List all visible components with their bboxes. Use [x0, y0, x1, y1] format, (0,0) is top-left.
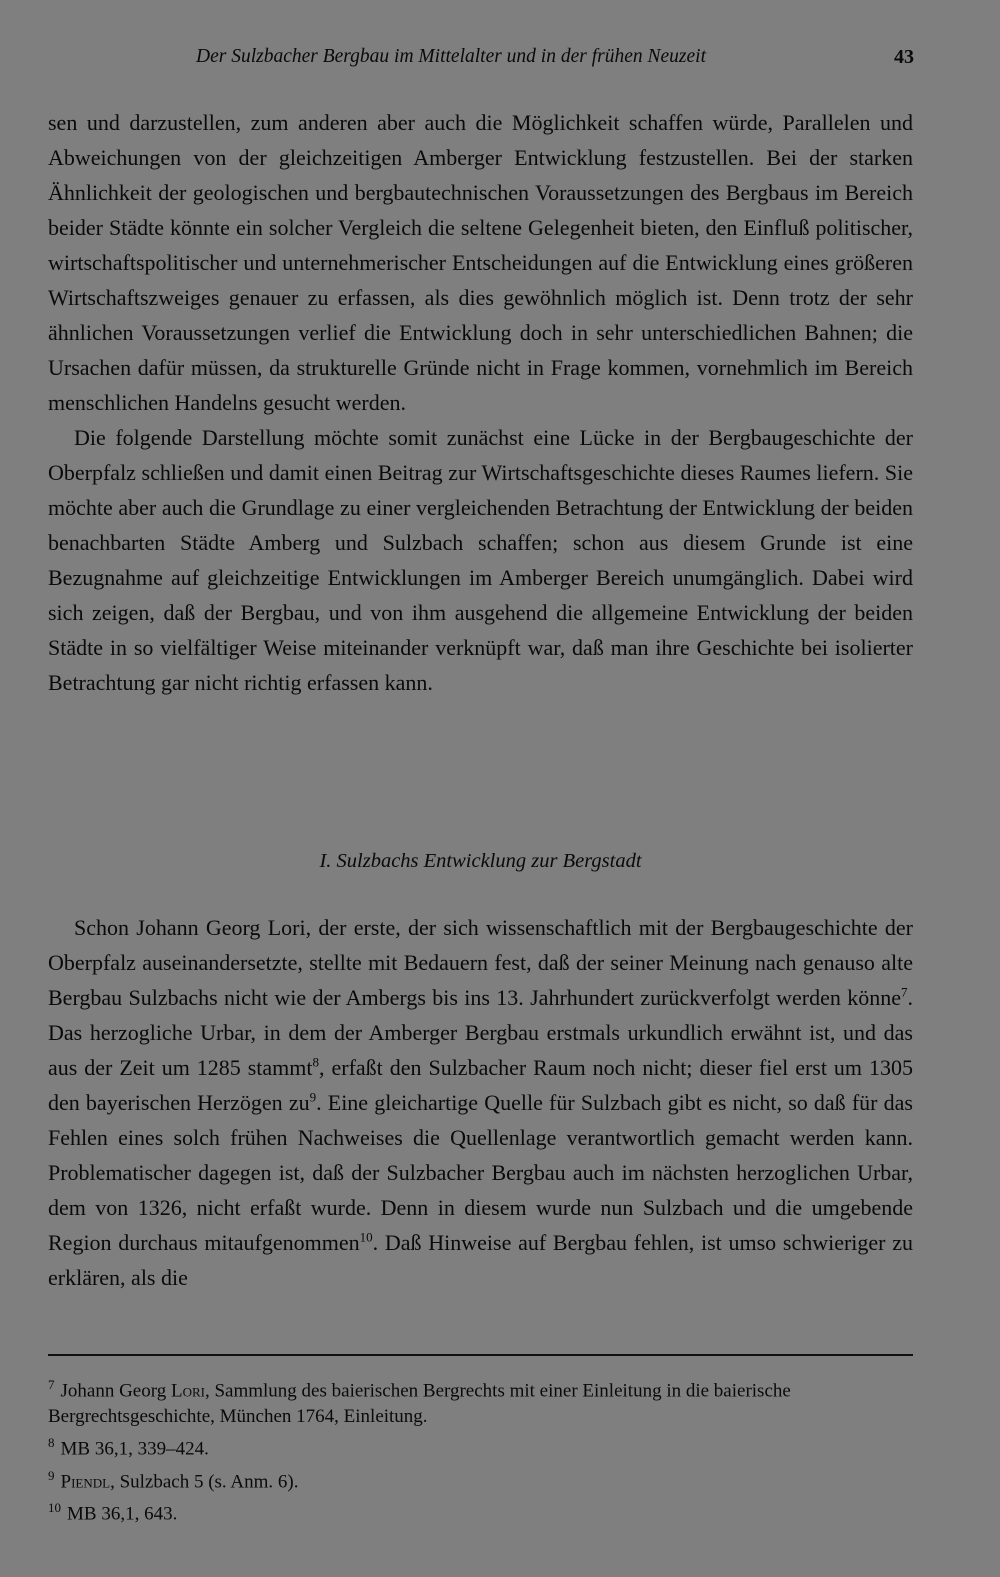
footnote-number: 8	[48, 1435, 55, 1451]
footnote-8	[48, 1430, 918, 1462]
footnote-post: , Sammlung des baierischen Bergrechts mit einer Einleitung in die baierische Bergrechtsgeschichte, München 1764, Einleitung.	[48, 1380, 791, 1428]
page-number: 43	[894, 46, 914, 68]
paragraph-2: Die folgende Darstellung möchte somit zunächst eine Lücke in der Bergbaugeschichte der Oberpfalz schließen und damit einen Beitrag zur Wirtschaftsgeschichte dieses Raumes liefern. Sie möchte aber auch die Grundlage zu einer vergleichenden Betrachtung der Entwicklung der beiden benachbarten Städte Amberg und Sulzbach schaffen; schon aus diesem Grunde ist eine Bezugnahme auf gleichzeitige Entwicklungen im Amberger Bereich unumgänglich. Dabei wird sich zeigen, daß der Bergbau, und von ihm ausgehend die allgemeine Entwicklung der beiden Städte in so vielfältiger Weise miteinander verknüpft war, daß man ihre Geschichte bei isolierter Betrachtung gar nicht richtig erfassen kann.	[48, 425, 913, 695]
footnote-author: Piendl	[60, 1470, 111, 1492]
paragraph-1: sen und darzustellen, zum anderen aber auch die Möglichkeit schaffen würde, Parallelen und Abweichungen von der gleichzeitigen Amberger Entwicklung festzustellen. Bei der starken Ähnlichkeit der geologischen und bergbautechnischen Voraussetzungen des Bergbaus im Bereich beider Städte könnte ein solcher Vergleich die seltene Gelegenheit bieten, den Einfluß politischer, wirtschaftspolitischer und unternehmerischer Entscheidungen auf die Entwicklung eines größeren Wirtschaftszweiges genauer zu erfassen, als dies gewöhnlich möglich ist. Denn trotz der sehr ähnlichen Voraussetzungen verlief die Entwicklung doch in sehr unterschiedlichen Bahnen; die Ursachen dafür müssen, da strukturelle Gründe nicht in Frage kommen, vornehmlich im Bereich menschlichen Handelns gesucht werden.	[48, 110, 913, 415]
section-text-5: . Daß Hinweise auf Bergbau fehlen, ist umso schwieriger zu erklären, als die	[48, 1230, 913, 1290]
footnote-pre: MB 36,1, 643.	[67, 1503, 178, 1525]
section-text-2: . Das herzogliche Urbar, in dem der Amberger Bergbau erstmals urkundlich erwähnt ist, und das aus der Zeit um 1285 stammt	[48, 985, 913, 1080]
running-title: Der Sulzbacher Bergbau im Mittelalter und in der frühen Neuzeit	[196, 46, 706, 67]
section-heading: I. Sulzbachs Entwicklung zur Bergstadt	[319, 850, 642, 872]
section-text	[48, 910, 913, 1295]
footnote-author: Lori	[170, 1380, 205, 1402]
footnote-post: , Sulzbach 5 (s. Anm. 6).	[110, 1470, 299, 1492]
footnote-rule	[48, 1354, 913, 1356]
running-head	[46, 40, 924, 74]
footnote-number: 7	[48, 1377, 55, 1392]
footnote-ref-7: 7	[901, 984, 908, 1000]
section-paragraph	[48, 910, 913, 1295]
body-text	[48, 105, 913, 700]
footnote-7	[48, 1372, 918, 1430]
section-text-3: , erfaßt den Sulzbacher Raum noch nicht; dieser fiel erst um 1305 den bayerischen Herzögen zu	[48, 1055, 913, 1115]
footnote-ref-10: 10	[359, 1229, 373, 1245]
footnote-pre: MB 36,1, 339–424.	[60, 1438, 209, 1460]
footnote-ref-8: 8	[312, 1054, 320, 1070]
footnote-pre: Johann Georg	[60, 1380, 171, 1402]
footnote-number: 9	[48, 1467, 55, 1483]
footnote-ref-9: 9	[309, 1089, 317, 1105]
section-text-4: . Eine gleichartige Quelle für Sulzbach gibt es nicht, so daß für das Fehlen eines solch frühen Nachweises die Quellenlage verantwortlich gemacht werden kann. Problematischer dagegen ist, daß der Sulzbacher Bergbau auch im nächsten herzoglichen Urbar, dem von 1326, nicht erfaßt wurde. Denn in diesem wurde nun Sulzbach und die umgebende Region durchaus mitaufgenommen	[48, 1090, 913, 1255]
section-text-1: Schon Johann Georg Lori, der erste, der sich wissenschaftlich mit der Bergbaugeschichte der Oberpfalz auseinandersetzte, stellte mit Bedauern fest, daß der seiner Meinung nach genauso alte Bergbau Sulzbachs nicht wie der Ambergs bis ins 13. Jahrhundert zurückverfolgt werden könne	[48, 915, 913, 1010]
footnote-number: 10	[48, 1499, 61, 1515]
footnotes	[48, 1372, 918, 1527]
footnote-10	[48, 1495, 918, 1527]
footnote-9	[48, 1463, 918, 1495]
